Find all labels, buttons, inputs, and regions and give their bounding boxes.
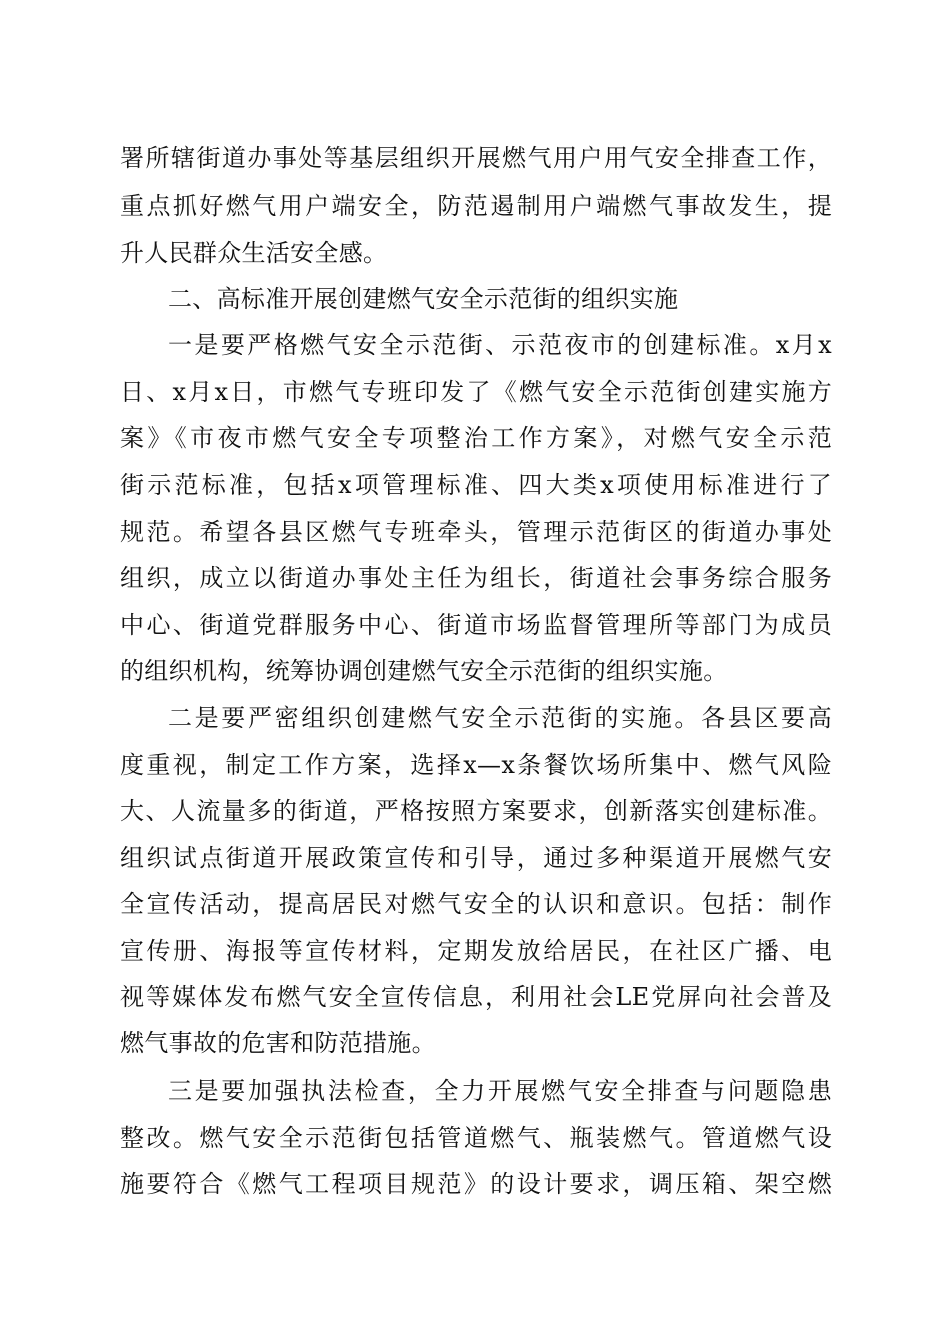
paragraph-3-line-6: 宣传册、海报等宣传材料，定期发放给居民，在社区广播、电 <box>120 937 832 965</box>
paragraph-2-line-7: 中心、街道党群服务中心、街道市场监督管理所等部门为成员 <box>120 611 832 639</box>
paragraph-4-line-3: 施要符合《燃气工程项目规范》的设计要求，调压箱、架空燃 <box>120 1170 832 1198</box>
paragraph-1-line-2: 重点抓好燃气用户端安全，防范遏制用户端燃气事故发生，提 <box>120 192 832 220</box>
paragraph-3-line-3: 大、人流量多的街道，严格按照方案要求，创新落实创建标准。 <box>120 797 832 825</box>
paragraph-1-line-3: 升人民群众生活安全感。 <box>120 239 388 267</box>
paragraph-3-line-4: 组织试点街道开展政策宣传和引导，通过多种渠道开展燃气安 <box>120 844 832 872</box>
paragraph-2-line-5: 规范。希望各县区燃气专班牵头，管理示范街区的街道办事处 <box>120 518 832 546</box>
paragraph-3-line-8: 燃气事故的危害和防范措施。 <box>120 1029 436 1057</box>
paragraph-2-line-1: 一是要严格燃气安全示范街、示范夜市的创建标准。x月x <box>168 331 832 359</box>
paragraph-3-line-7: 视等媒体发布燃气安全宣传信息，利用社会LE党屏向社会普及 <box>120 983 832 1011</box>
paragraph-1-line-1: 署所辖街道办事处等基层组织开展燃气用户用气安全排查工作， <box>120 144 832 172</box>
paragraph-2-line-2: 日、x月x日，市燃气专班印发了《燃气安全示范街创建实施方 <box>120 378 832 406</box>
paragraph-2-line-4: 街示范标准，包括x项管理标准、四大类x项使用标准进行了 <box>120 471 832 499</box>
paragraph-2-line-3: 案》《市夜市燃气安全专项整治工作方案》，对燃气安全示范 <box>120 424 832 452</box>
paragraph-3-line-5: 全宣传活动，提高居民对燃气安全的认识和意识。包括：制作 <box>120 890 832 918</box>
paragraph-3-line-1: 二是要严密组织创建燃气安全示范街的实施。各县区要高 <box>168 704 832 732</box>
paragraph-3-line-2: 度重视，制定工作方案，选择x—x条餐饮场所集中、燃气风险 <box>120 751 832 779</box>
paragraph-2-line-8: 的组织机构，统筹协调创建燃气安全示范街的组织实施。 <box>120 657 728 685</box>
section-heading: 二、高标准开展创建燃气安全示范街的组织实施 <box>168 285 679 313</box>
paragraph-4-line-1: 三是要加强执法检查，全力开展燃气安全排查与问题隐患 <box>168 1077 832 1105</box>
paragraph-2-line-6: 组织，成立以街道办事处主任为组长，街道社会事务综合服务 <box>120 564 832 592</box>
paragraph-4-line-2: 整改。燃气安全示范街包括管道燃气、瓶装燃气。管道燃气设 <box>120 1124 832 1152</box>
